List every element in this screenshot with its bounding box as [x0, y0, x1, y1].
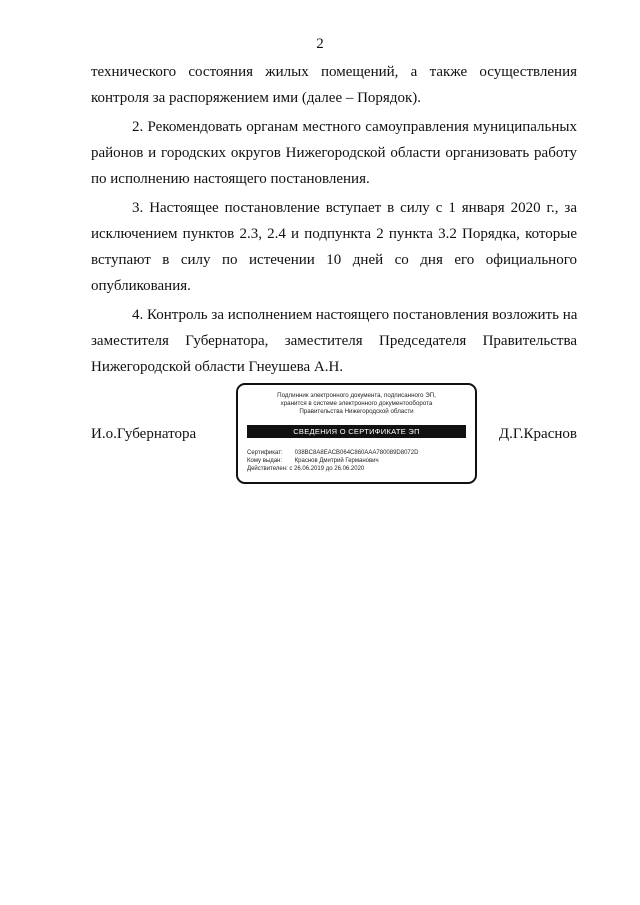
issued-to-value: Краснов Дмитрий Германович — [294, 458, 379, 464]
signatory-title: И.о.Губернатора — [91, 426, 197, 442]
paragraph-3-line-2: исключением пунктов 2.3, 2.4 и подпункта 2 пункта 3.2 Порядка, которые — [91, 226, 577, 242]
validity-row — [247, 465, 469, 473]
electronic-signature-stamp — [236, 383, 477, 484]
stamp-header — [244, 392, 469, 416]
paragraph-4-line-3: Нижегородской области Гнеушева А.Н. — [91, 359, 344, 375]
certificate-label: Сертификат: — [247, 450, 283, 456]
paragraph-3-line-1: 3. Настоящее постановление вступает в силу с 1 января 2020 г., за — [132, 200, 577, 216]
stamp-header-line: Правительства Нижегородской области — [299, 408, 414, 415]
stamp-certificate-bar: СВЕДЕНИЯ О СЕРТИФИКАТЕ ЭП — [247, 425, 466, 438]
paragraph-4-line-1: 4. Контроль за исполнением настоящего постановления возложить на — [132, 307, 578, 323]
issued-to-label: Кому выдан: — [247, 458, 283, 464]
validity-value: с 26.06.2019 до 26.06.2020 — [289, 466, 365, 472]
certificate-value: 038BC8A8EACB064C860AAA780089D8072D — [294, 450, 419, 456]
paragraph-3-line-4: опубликования. — [91, 278, 191, 294]
signatory-name: Д.Г.Краснов — [498, 426, 577, 442]
paragraph-2-line-3: по исполнению настоящего постановления. — [91, 171, 370, 187]
stamp-header-line: Подлинник электронного документа, подписанного ЭП, — [277, 392, 436, 399]
page-number: 2 — [316, 36, 324, 52]
stamp-details — [247, 449, 469, 473]
stamp-header-line: хранится в системе электронного документооборота — [280, 400, 433, 407]
paragraph-3-line-3: вступают в силу по истечении 10 дней со дня его официального — [91, 252, 577, 268]
certificate-row — [247, 449, 469, 457]
validity-label: Действителен: — [247, 466, 288, 472]
paragraph-2-line-1: 2. Рекомендовать органам местного самоуправления муниципальных — [132, 119, 577, 135]
issued-to-row — [247, 457, 469, 465]
paragraph-1-line-2: контроля за распоряжением ими (далее – Порядок). — [91, 90, 421, 106]
paragraph-2-line-2: районов и городских округов Нижегородской области организовать работу — [91, 145, 577, 161]
paragraph-4-line-2: заместителя Губернатора, заместителя Председателя Правительства — [91, 333, 577, 349]
paragraph-1-line-1: технического состояния жилых помещений, а также осуществления — [91, 64, 577, 80]
